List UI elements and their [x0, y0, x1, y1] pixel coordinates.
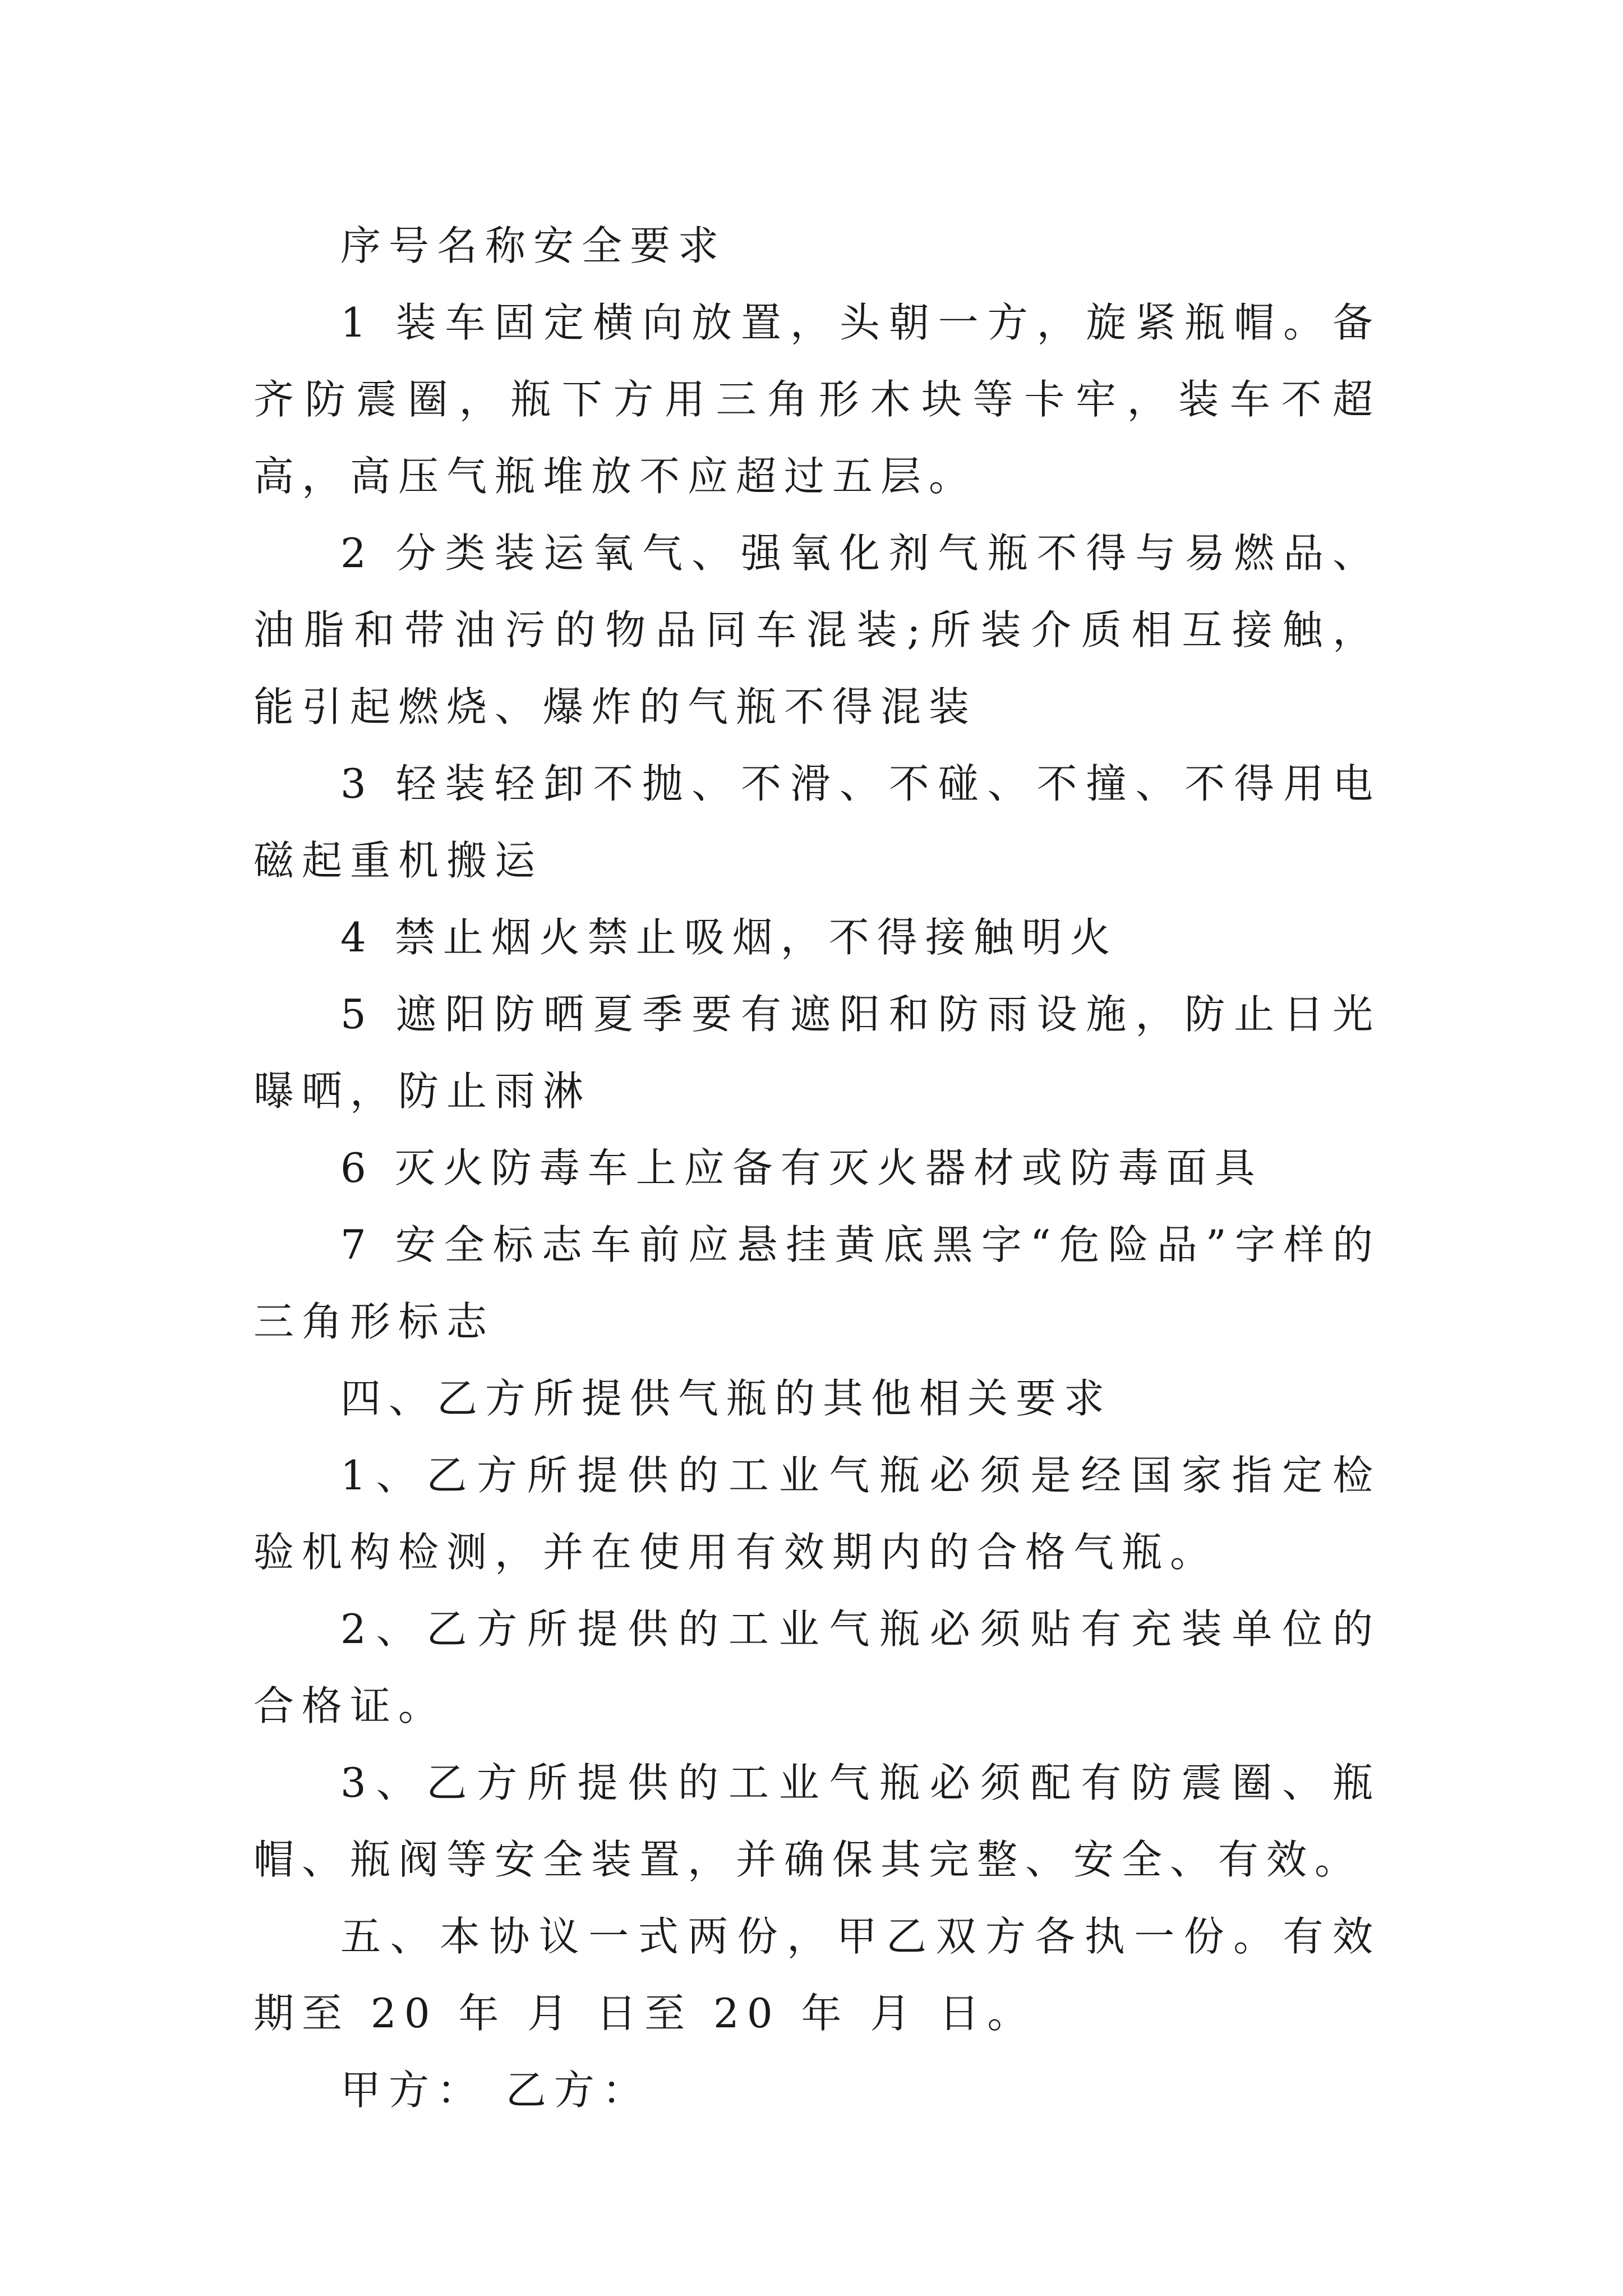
requirement-item-1: 1 装车固定横向放置，头朝一方，旋紧瓶帽。备齐防震圈，瓶下方用三角形木块等卡牢，装车不超高，高压气瓶堆放不应超过五层。	[253, 299, 1381, 500]
requirement-item-4: 4 禁止烟火禁止吸烟，不得接触明火	[340, 914, 1118, 961]
section-heading-4: 四、乙方所提供气瓶的其他相关要求	[340, 1375, 1113, 1422]
document-body	[253, 208, 1381, 2129]
requirement-item-5: 5 遮阳防晒夏季要有遮阳和防雨设施，防止日光曝晒，防止雨淋	[253, 991, 1381, 1115]
signature-line: 甲方： 乙方：	[340, 2067, 651, 2114]
requirement-item-7: 7 安全标志车前应悬挂黄底黑字“危险品”字样的三角形标志	[253, 1221, 1381, 1345]
requirement-item-2: 2 分类装运氧气、强氧化剂气瓶不得与易燃品、油脂和带油污的物品同车混装;所装介质相互接触，能引起燃烧、爆炸的气瓶不得混装	[253, 530, 1381, 730]
cylinder-requirement-1: 1、乙方所提供的工业气瓶必须是经国家指定检验机构检测，并在使用有效期内的合格气瓶。	[253, 1452, 1381, 1576]
requirement-item-6: 6 灭火防毒车上应备有灭火器材或防毒面具	[340, 1144, 1263, 1191]
section-5-validity: 五、本协议一式两份，甲乙双方各执一份。有效期至 20 年 月 日至 20 年 月 日。	[253, 1913, 1381, 2037]
requirement-item-3: 3 轻装轻卸不抛、不滑、不碰、不撞、不得用电磁起重机搬运	[253, 760, 1381, 884]
cylinder-requirement-3: 3、乙方所提供的工业气瓶必须配有防震圈、瓶帽、瓶阀等安全装置，并确保其完整、安全、有效。	[253, 1759, 1381, 1883]
table-header-line: 序号名称安全要求	[340, 222, 727, 269]
cylinder-requirement-2: 2、乙方所提供的工业气瓶必须贴有充装单位的合格证。	[253, 1605, 1381, 1729]
